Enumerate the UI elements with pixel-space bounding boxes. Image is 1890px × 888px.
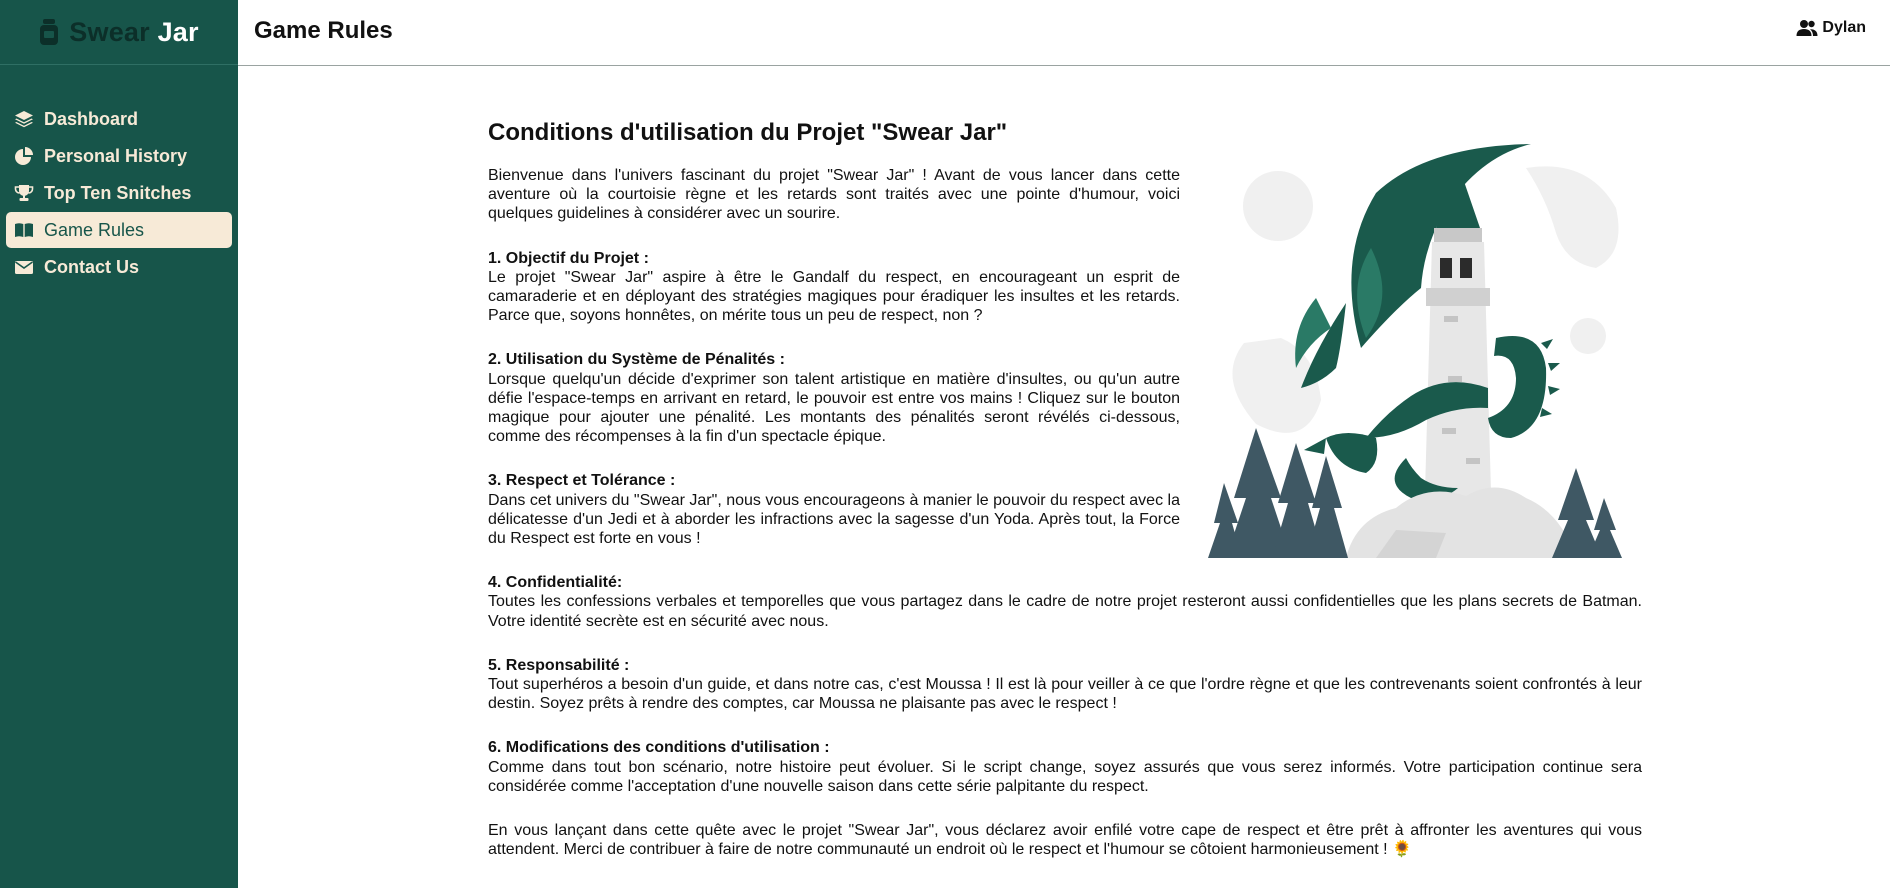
section-text: Dans cet univers du "Swear Jar", nous vous encourageons à manier le pouvoir du respect avec la délicatesse d'un Jedi et à aborder les infractions avec la sagesse d'un Yoda. Après tout, la Force du Respect est forte en vous ! [488, 491, 1180, 548]
brand-word-1: Swear [69, 16, 150, 47]
terms-intro: Bienvenue dans l'univers fascinant du projet "Swear Jar" ! Avant de vous lancer dans cette aventure où la courtoisie règne et les retards sont traités avec une pointe d'humour, voici quelques guidelines à considérer avec un sourire. [488, 167, 1180, 223]
dragon-tower-illustration [1196, 138, 1626, 562]
section-heading: 2. Utilisation du Système de Pénalités : [488, 351, 785, 369]
terms-section [488, 249, 1180, 326]
sidebar-item-top-ten-snitches[interactable] [6, 175, 232, 211]
section-text: Tout superhéros a besoin d'un guide, et dans notre cas, c'est Moussa ! Il est là pour veiller à ce que l'ordre règne et que les contrevenants soient confrontés à leur destin. Soyez prêts à rendre des comptes, car Moussa ne plaisante pas avec le respect ! [488, 676, 1642, 713]
section-heading: 3. Respect et Tolérance : [488, 472, 676, 490]
sidebar-nav [0, 101, 238, 285]
sidebar-item-dashboard[interactable] [6, 101, 232, 137]
section-text: Comme dans tout bon scénario, notre histoire peut évoluer. Si le script change, soyez assurés que vous serez informés. Votre participation continue sera considérée comme l'acceptation d'une nouvelle saison dans cette série palpitante du respect. [488, 758, 1642, 795]
users-icon [1796, 19, 1818, 37]
sidebar [0, 0, 238, 888]
book-icon [14, 220, 34, 240]
sidebar-item-label: Contact Us [44, 256, 140, 277]
section-heading: 5. Responsabilité : [488, 656, 630, 674]
sidebar-item-contact-us[interactable] [6, 249, 232, 285]
terms-title: Conditions d'utilisation du Projet "Swear Jar" [488, 119, 1008, 146]
jar-icon [39, 19, 59, 45]
sidebar-item-personal-history[interactable] [6, 138, 232, 174]
sidebar-item-label: Top Ten Snitches [44, 182, 192, 203]
section-text: Lorsque quelqu'un décide d'exprimer son talent artistique en matière d'insultes, ou qu'un autre défie l'espace-temps en arrivant en retard, le pouvoir est entre vos mains ! Cliquez sur le bouton magique pour ajouter une pénalité. Les montants des pénalités seront révélés ci-dessous, comme des récompenses à la fin d'un spectacle épique. [488, 370, 1180, 446]
terms-section [488, 656, 1642, 714]
user-name: Dylan [1822, 19, 1866, 36]
pie-chart-icon [14, 146, 34, 166]
trophy-icon [14, 183, 34, 203]
sidebar-item-game-rules[interactable] [6, 212, 232, 248]
sidebar-item-label: Game Rules [44, 219, 145, 240]
brand-word-2: Jar [157, 16, 199, 47]
brand-name [69, 17, 198, 48]
terms-section [488, 573, 1642, 631]
terms-closing: En vous lançant dans cette quête avec le projet "Swear Jar", vous déclarez avoir enfilé votre cape de respect et être prêt à affronter les aventures qui vous attendent. Merci de contribuer à faire de notre communauté un endroit où le respect et l'humour se côtoient harmonieusement ! 🌻 [488, 822, 1642, 859]
section-heading: 4. Confidentialité: [488, 574, 623, 592]
brand-logo[interactable] [0, 0, 238, 65]
section-text: Toutes les confessions verbales et temporelles que vous partagez dans le cadre de notre projet resteront aussi confidentielles que les plans secrets de Batman. Votre identité secrète est en sécurité avec nous. [488, 593, 1642, 630]
section-heading: 6. Modifications des conditions d'utilisation : [488, 739, 830, 757]
envelope-icon [14, 257, 34, 277]
sidebar-item-label: Personal History [44, 145, 188, 166]
page-title: Game Rules [254, 17, 393, 44]
layers-icon [14, 109, 34, 129]
section-text: Le projet "Swear Jar" aspire à être le Gandalf du respect, en encourageant un esprit de camaraderie et en déployant des stratégies magiques pour éradiquer les insultes et les retards. Parce que, soyons honnêtes, on mérite tous un peu de respect, non ? [488, 268, 1180, 325]
user-menu[interactable] [1796, 19, 1866, 37]
terms-section [488, 350, 1180, 446]
terms-section [488, 471, 1180, 548]
top-header [238, 0, 1890, 66]
sidebar-item-label: Dashboard [44, 108, 139, 129]
section-heading: 1. Objectif du Projet : [488, 249, 649, 267]
terms-section [488, 738, 1642, 796]
